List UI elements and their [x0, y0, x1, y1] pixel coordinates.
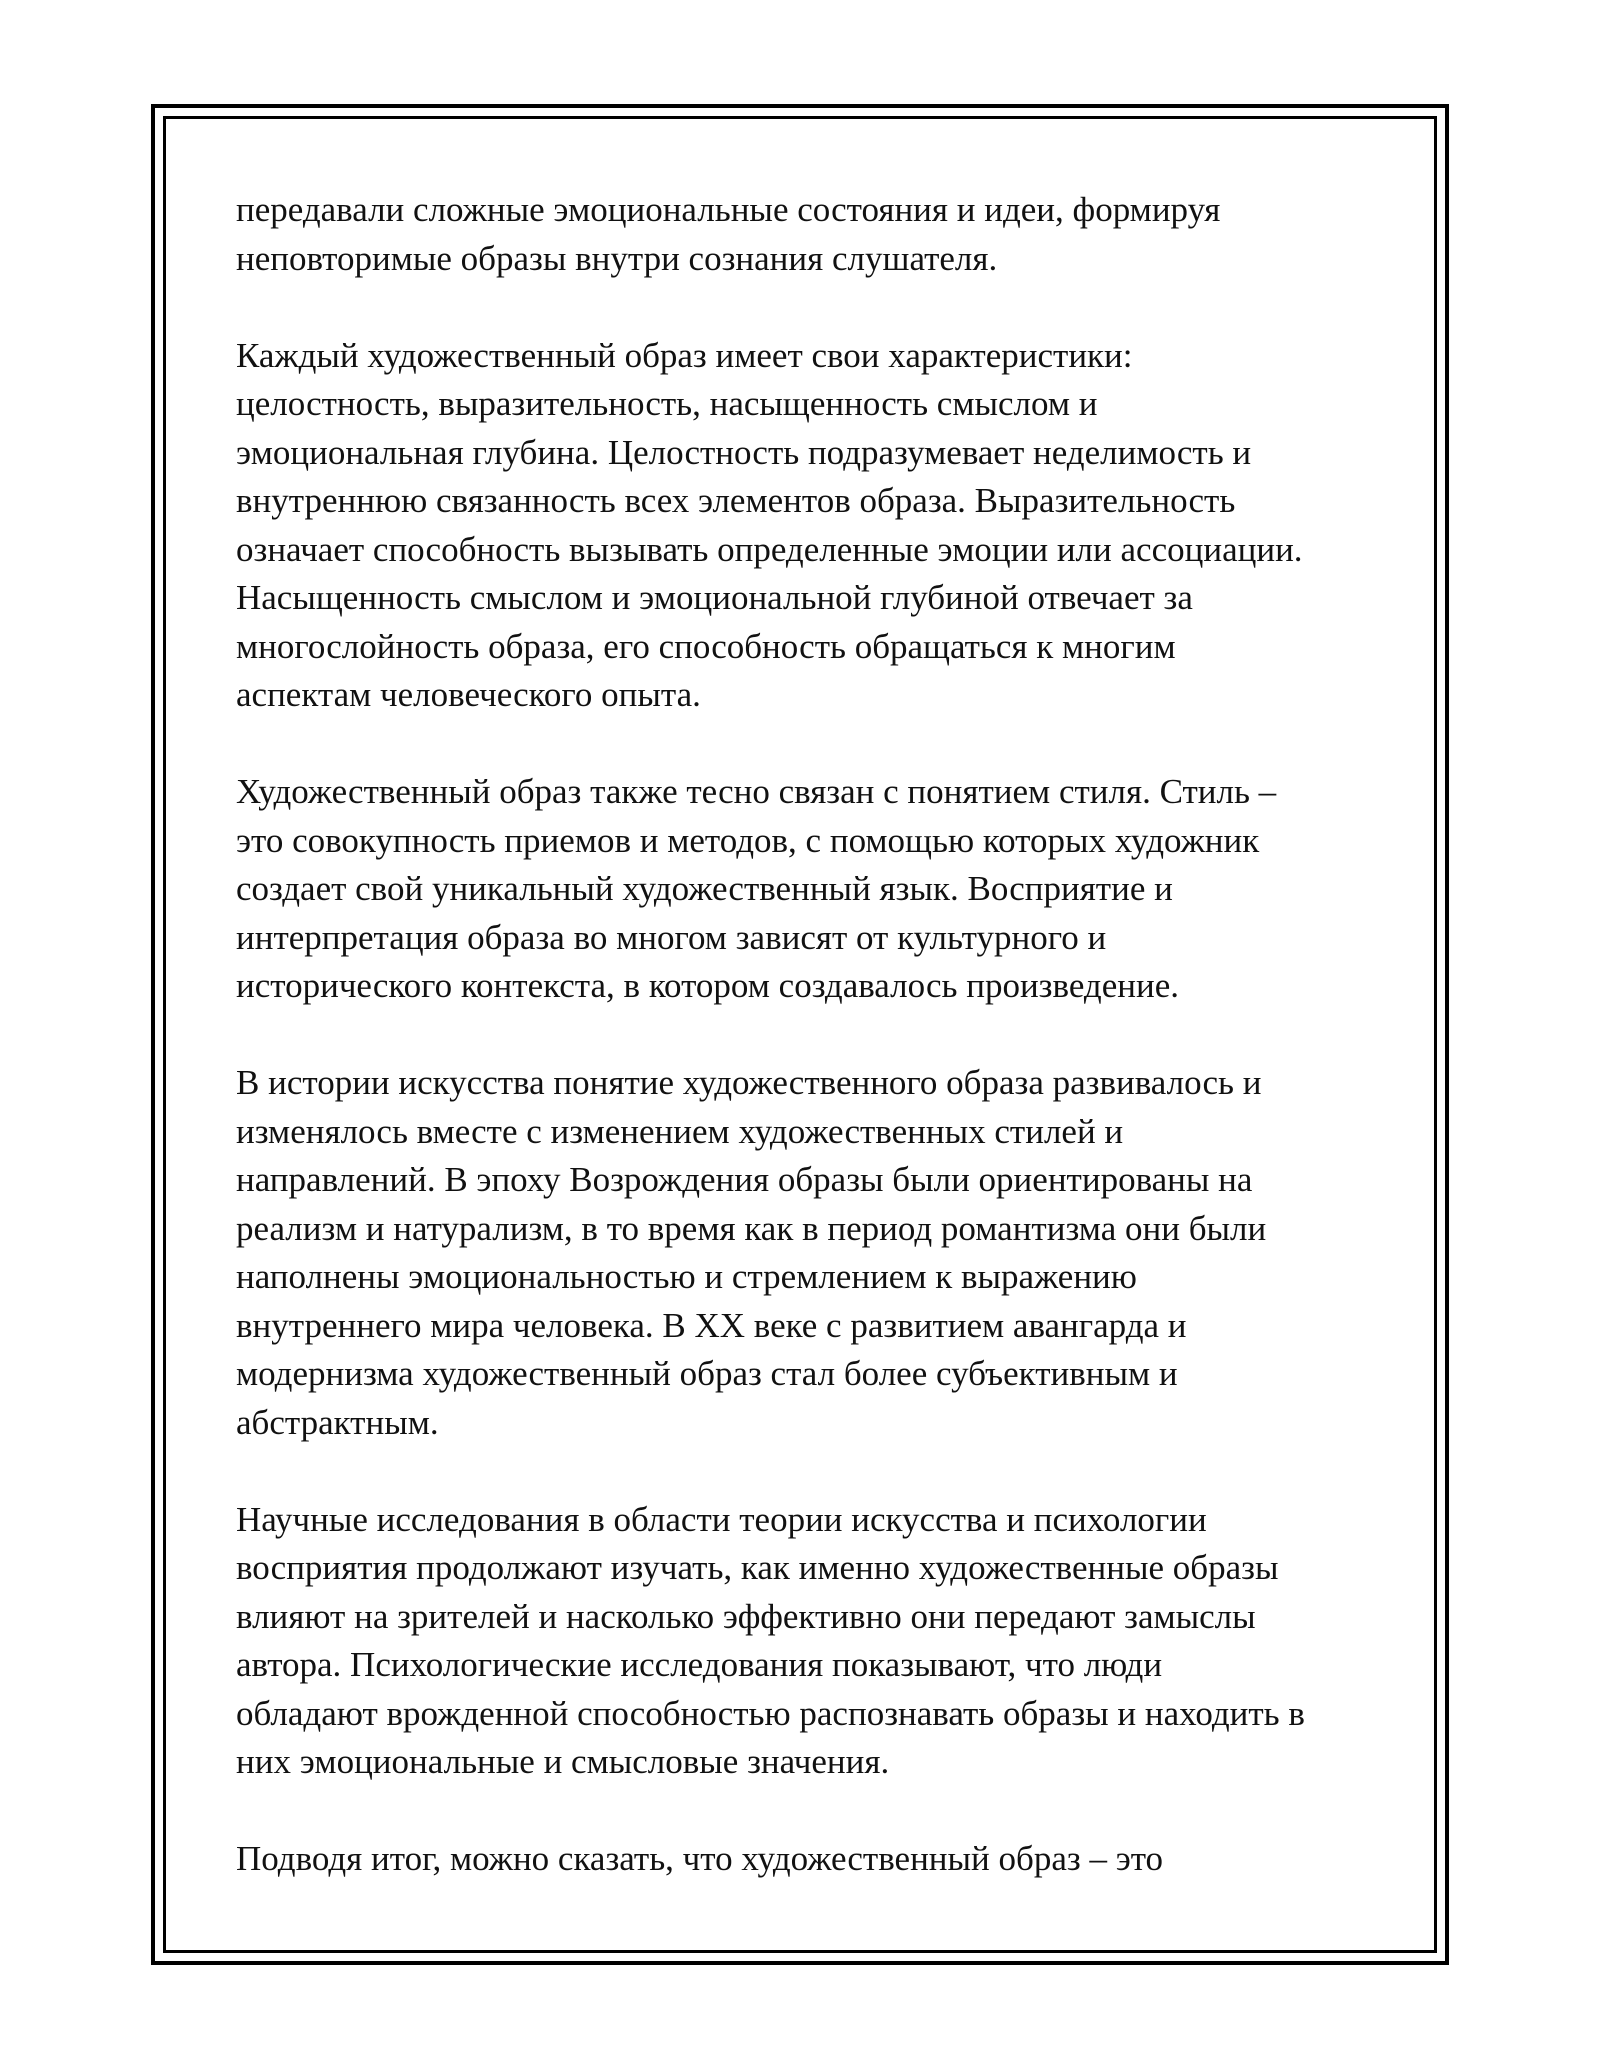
text-line: эмоциональная глубина. Целостность подразумевает неделимость и: [236, 432, 1252, 472]
text-line: Подводя итог, можно сказать, что художественный образ – это: [236, 1839, 1164, 1878]
paragraph: [236, 1059, 1386, 1447]
text-line: исторического контекста, в котором создавалось произведение.: [236, 966, 1179, 1005]
text-line: интерпретация образа во многом зависят от культурного и: [236, 917, 1107, 957]
text-line: автора. Психологические исследования показывают, что люди: [236, 1645, 1163, 1684]
text-line: В истории искусства понятие художественного образа развивалось и: [236, 1063, 1262, 1102]
text-line: Научные исследования в области теории искусства и психологии: [236, 1499, 1207, 1539]
text-line: неповторимые образы внутри сознания слушателя.: [236, 238, 998, 278]
text-line: целостность, выразительность, насыщенность смыслом и: [236, 384, 1098, 423]
paragraph: [236, 186, 1386, 283]
text-line: модернизма художественный образ стал более субъективным и: [236, 1354, 1178, 1393]
text-line: внутреннюю связанность всех элементов образа. Выразительность: [236, 481, 1236, 520]
text-line: направлений. В эпоху Возрождения образы были ориентированы на: [236, 1160, 1253, 1199]
text-line: это совокупность приемов и методов, с помощью которых художник: [236, 820, 1260, 860]
text-line: многослойность образа, его способность обращаться к многим: [236, 626, 1176, 666]
text-line: создает свой уникальный художественный язык. Восприятие и: [236, 869, 1173, 908]
text-line: Каждый художественный образ имеет свои характеристики:: [236, 335, 1133, 375]
text-line: них эмоциональные и смысловые значения.: [236, 1742, 890, 1781]
text-line: реализм и натурализм, в то время как в период романтизма они были: [236, 1208, 1267, 1248]
text-line: изменялось вместе с изменением художественных стилей и: [236, 1111, 1124, 1151]
text-line: передавали сложные эмоциональные состояния и идеи, формируя: [236, 190, 1221, 229]
paragraph: [236, 1496, 1386, 1787]
text-line: внутреннего мира человека. В XX веке с развитием авангарда и: [236, 1305, 1187, 1345]
text-line: Насыщенность смыслом и эмоциональной глубиной отвечает за: [236, 578, 1193, 617]
text-line: влияют на зрителей и насколько эффективно они передают замыслы: [236, 1596, 1256, 1636]
text-line: абстрактным.: [236, 1402, 439, 1442]
document-body: [236, 186, 1386, 1932]
text-line: обладают врожденной способностью распознавать образы и находить в: [236, 1693, 1305, 1733]
text-line: наполнены эмоциональностью и стремлением к выражению: [236, 1257, 1137, 1296]
text-line: аспектам человеческого опыта.: [236, 675, 701, 714]
text-line: Художественный образ также тесно связан с понятием стиля. Стиль –: [236, 772, 1277, 811]
text-line: восприятия продолжают изучать, как именно художественные образы: [236, 1548, 1279, 1587]
text-line: означает способность вызывать определенные эмоции или ассоциации.: [236, 529, 1303, 569]
paragraph: [236, 768, 1386, 1011]
paragraph: [236, 332, 1386, 720]
paragraph: [236, 1835, 1386, 1884]
